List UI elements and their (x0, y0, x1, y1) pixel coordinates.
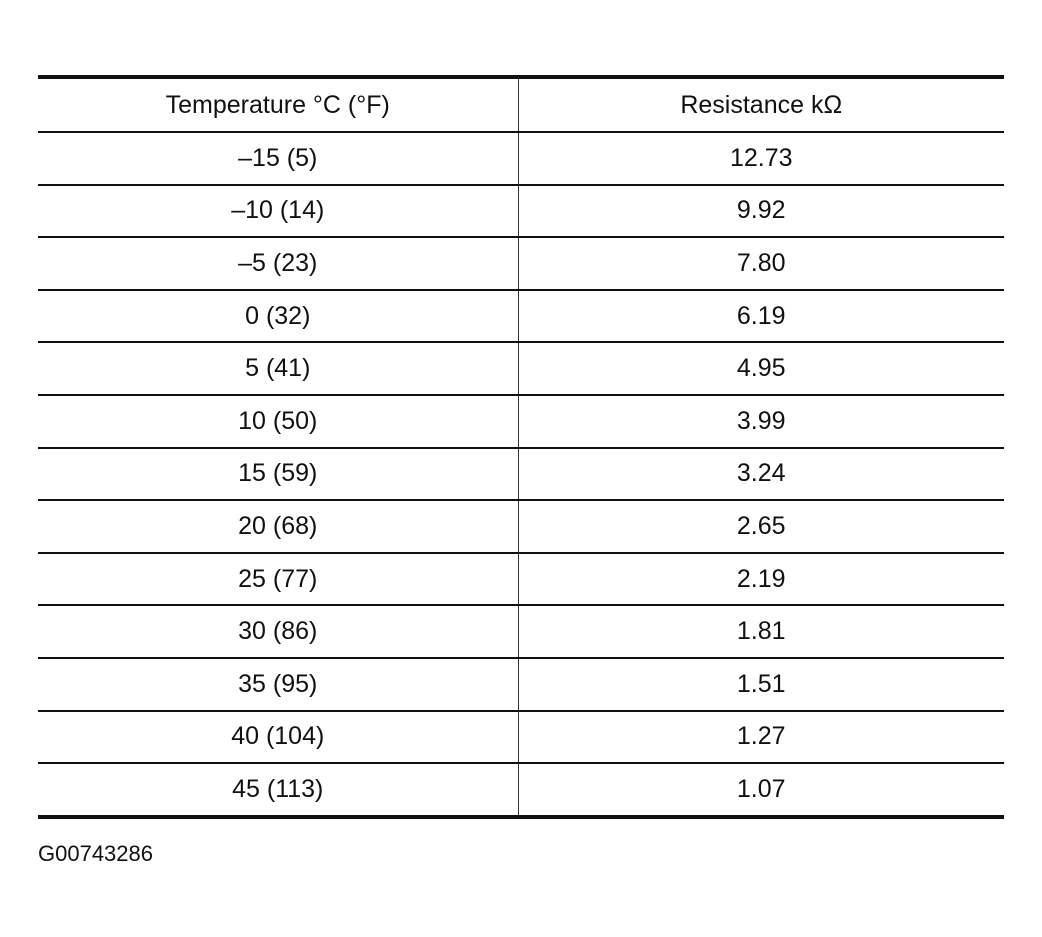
temperature-cell: 10 (50) (38, 395, 518, 448)
table-row (38, 711, 1004, 764)
resistance-cell: 3.99 (518, 395, 1004, 448)
temperature-cell: 5 (41) (38, 342, 518, 395)
temperature-cell: 25 (77) (38, 553, 518, 606)
temperature-cell: –15 (5) (38, 132, 518, 185)
table-row (38, 290, 1004, 343)
table-row (38, 553, 1004, 606)
resistance-column-header: Resistance kΩ (518, 77, 1004, 132)
table-row (38, 500, 1004, 553)
temperature-cell: 40 (104) (38, 711, 518, 764)
table-row (38, 185, 1004, 238)
temperature-cell: –5 (23) (38, 237, 518, 290)
table-row (38, 605, 1004, 658)
temperature-cell: 30 (86) (38, 605, 518, 658)
temperature-cell: 20 (68) (38, 500, 518, 553)
table-row (38, 342, 1004, 395)
resistance-cell: 1.27 (518, 711, 1004, 764)
resistance-cell: 1.81 (518, 605, 1004, 658)
table-body (38, 132, 1004, 817)
table-row (38, 763, 1004, 817)
table-row (38, 132, 1004, 185)
resistance-cell: 6.19 (518, 290, 1004, 343)
table-header-row (38, 77, 1004, 132)
table-row (38, 237, 1004, 290)
temperature-cell: 15 (59) (38, 448, 518, 501)
temperature-resistance-table (38, 75, 1004, 819)
table-row (38, 395, 1004, 448)
resistance-cell: 2.19 (518, 553, 1004, 606)
resistance-cell: 12.73 (518, 132, 1004, 185)
figure-id: G00743286 (38, 841, 153, 866)
resistance-cell: 9.92 (518, 185, 1004, 238)
table-row (38, 448, 1004, 501)
temperature-cell: 35 (95) (38, 658, 518, 711)
resistance-cell: 2.65 (518, 500, 1004, 553)
temperature-cell: 0 (32) (38, 290, 518, 343)
resistance-cell: 3.24 (518, 448, 1004, 501)
temperature-cell: 45 (113) (38, 763, 518, 817)
temperature-column-header: Temperature °C (°F) (38, 77, 518, 132)
resistance-cell: 1.51 (518, 658, 1004, 711)
resistance-cell: 4.95 (518, 342, 1004, 395)
resistance-cell: 7.80 (518, 237, 1004, 290)
table-row (38, 658, 1004, 711)
resistance-cell: 1.07 (736, 774, 786, 803)
temperature-cell: –10 (14) (38, 185, 518, 238)
